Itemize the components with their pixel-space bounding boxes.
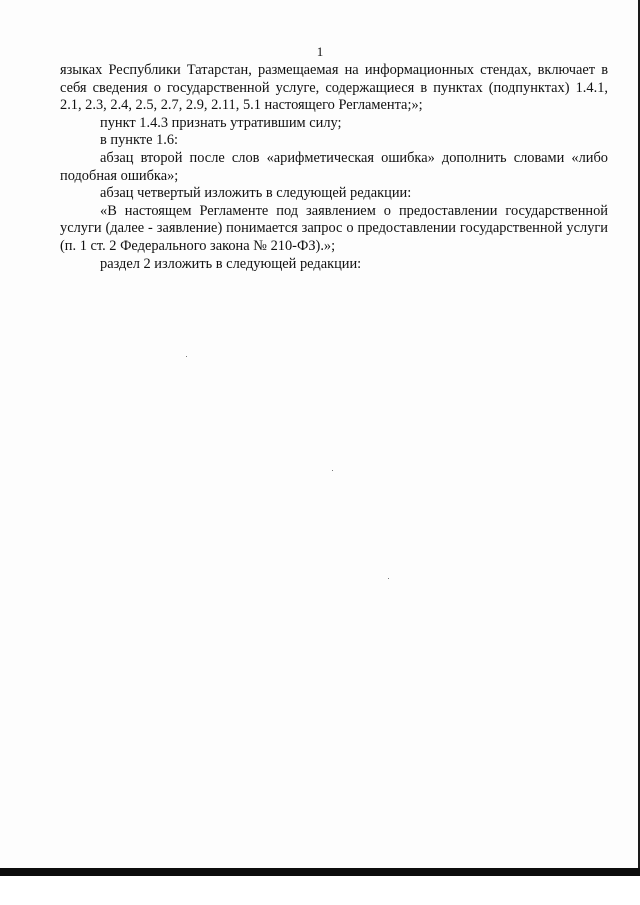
paragraph-fourth-abzac: абзац четвертый изложить в следующей редакции: [100, 185, 412, 202]
paragraph-item-1-6: в пункте 1.6: [100, 132, 179, 149]
document-body [60, 62, 608, 273]
paragraph-second-abzac: абзац второй после слов «арифметическая ошибка» дополнить словами «либо подобная ошибка»; [60, 149, 608, 184]
scan-speck [332, 470, 333, 471]
scan-bottom-edge [0, 868, 640, 876]
paragraph-section-2: раздел 2 изложить в следующей редакции: [100, 255, 362, 272]
page-number: 1 [316, 44, 324, 59]
scan-speck [186, 356, 187, 357]
paragraph-continuation: языках Республики Татарстан, размещаемая на информационных стендах, включает в себя сведения о государственной услуге, содержащиеся в пунктах (подпунктах) 1.4.1, 2.1, 2.3, 2.4, 2.5, 2.7, 2.9, 2.11, 5.1 настоящего Регламента;»; [60, 62, 608, 114]
paragraph-quoted-definition: «В настоящем Регламенте под заявлением о предоставлении государственной услуги (далее - заявление) понимается запрос о предоставлении государственной услуги (п. 1 ст. 2 Федерального закона № 210-ФЗ).»; [60, 202, 608, 254]
scan-speck [388, 578, 389, 579]
scan-bottom-margin [0, 876, 640, 905]
paragraph-item-1-4-3: пункт 1.4.3 признать утратившим силу; [100, 114, 342, 131]
